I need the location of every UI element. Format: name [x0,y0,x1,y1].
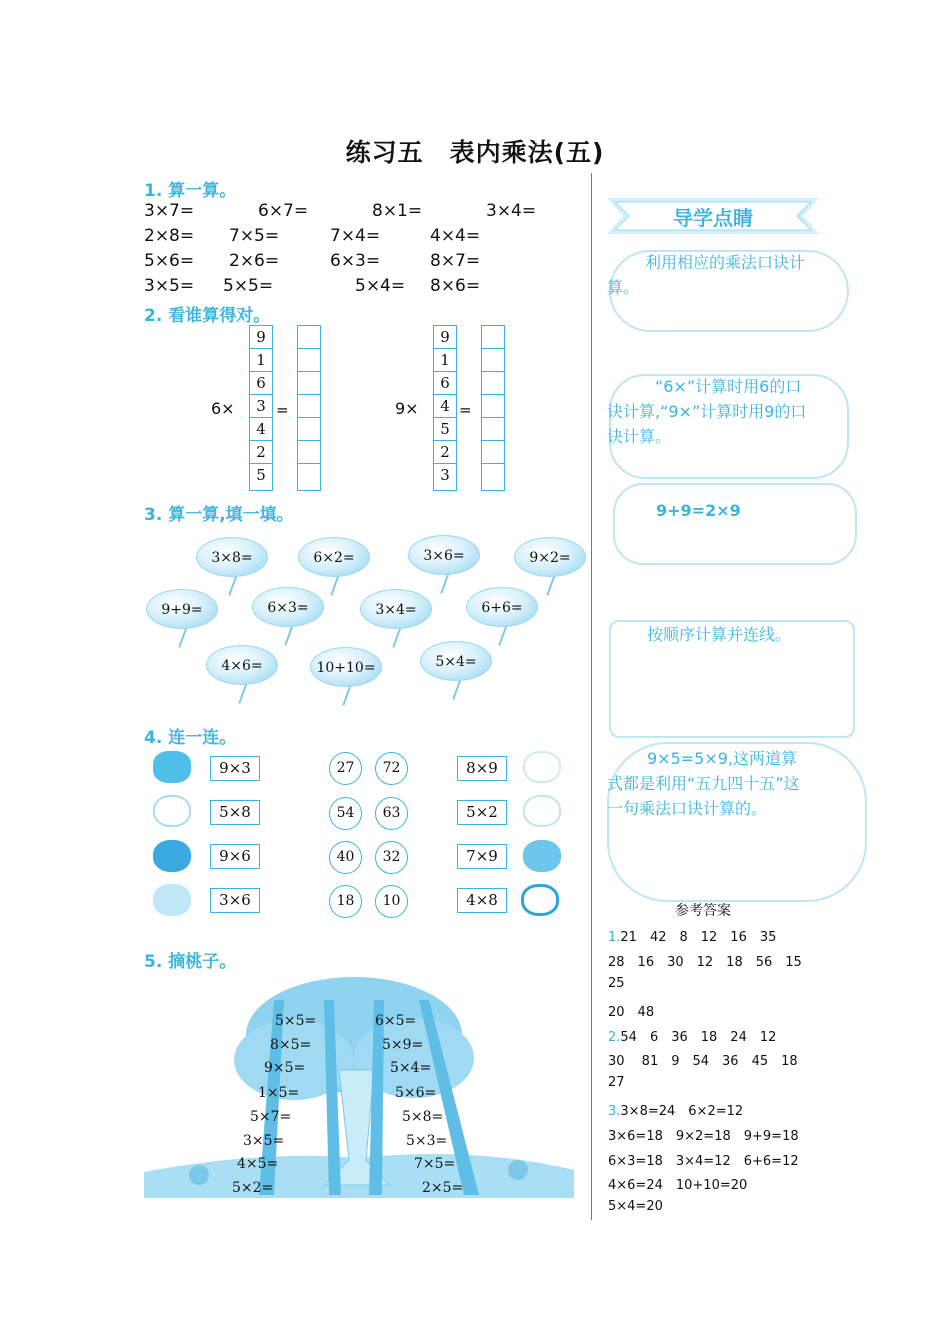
balloon[interactable]: 3×4= [360,589,432,629]
number-cell: 1 [250,349,272,372]
number-cell: 1 [434,349,456,372]
number-cell: 5 [434,418,456,441]
answer-cell[interactable] [298,349,320,372]
owl-face-icon[interactable] [523,840,561,872]
tiger-face-icon[interactable] [153,884,191,916]
problem: 6×3= [330,251,381,271]
equals-sign: = [459,401,472,419]
number-cell: 3 [440,466,450,484]
balloon[interactable]: 3×6= [408,535,480,575]
section-4-heading: 4. 连一连。 [144,728,237,748]
ladder-rung[interactable]: 5×6= [395,1085,437,1101]
number-cell: 2 [434,441,456,464]
section-2-heading: 2. 看谁算得对。 [144,306,271,326]
balloon[interactable]: 6×2= [298,537,370,577]
answer-line [608,1125,799,1144]
problem: 5×4= [355,276,406,296]
answer-cell[interactable] [298,418,320,441]
guide-banner-title: 导学点睛 [673,206,753,230]
page-title: 练习五 表内乘法(五) [345,138,605,167]
right-number-column [433,325,457,491]
problem: 3×5= [144,276,195,296]
number-cell: 5 [256,466,266,484]
answer-cell[interactable] [482,464,504,487]
ladder-rung[interactable]: 9×5= [264,1060,306,1076]
frog-face-icon[interactable] [153,751,191,783]
answer-line [608,1001,654,1020]
column-divider [591,173,592,1220]
answer-cell[interactable] [482,372,504,395]
expression-box[interactable]: 8×9 [457,756,507,781]
answer-cell[interactable] [482,441,504,464]
problem: 6×7= [258,201,309,221]
answer-cell[interactable] [298,372,320,395]
cat-face-icon[interactable] [153,795,191,827]
answer-line [608,1150,799,1169]
answer-line [608,926,776,945]
answer-number: 3. [608,1104,621,1119]
answer-text: 20 48 [608,1005,655,1020]
problem: 8×6= [430,276,481,296]
problem: 8×1= [372,201,423,221]
tip-text: 9×5=5×9,这两道算式都是利用“五九四十五”这一句乘法口诀计算的。 [607,749,800,818]
answer-number: 1. [608,930,621,945]
problem: 3×4= [486,201,537,221]
problem: 7×4= [330,226,381,246]
number-cell: 6 [434,372,456,395]
section-5-heading: 5. 摘桃子。 [144,952,237,972]
answer-cell[interactable] [298,395,320,418]
bear-face-icon[interactable] [153,840,191,872]
right-answer-column[interactable] [481,325,505,491]
answer-text: 27 [608,1075,625,1090]
ladder-rung[interactable]: 8×5= [270,1037,312,1053]
ladder-rung[interactable]: 5×9= [382,1037,424,1053]
tip-text: “6×”计算时用6的口诀计算,“9×”计算时用9的口诀计算。 [607,377,807,446]
ladder-rung[interactable]: 4×5= [237,1156,279,1172]
balloon[interactable]: 4×6= [206,645,278,685]
answer-line [608,976,625,991]
number-circle[interactable]: 10 [375,885,408,918]
answer-text: 54 6 36 18 24 12 [620,1030,777,1045]
balloon[interactable]: 10+10= [310,647,382,687]
left-multiplier: 6× [211,399,235,418]
number-circle[interactable]: 18 [329,885,362,918]
section-3-heading: 3. 算一算,填一填。 [144,505,294,525]
problem: 5×5= [223,276,274,296]
balloon[interactable]: 3×8= [196,537,268,577]
answers-heading: 参考答案 [675,903,731,919]
answer-text: 5×4=20 [608,1199,663,1214]
ladder-rung[interactable]: 5×2= [232,1180,274,1196]
number-cell: 9 [434,326,456,349]
number-cell: 3 [250,395,272,418]
problem: 2×8= [144,226,195,246]
answer-cell[interactable] [482,418,504,441]
ladder-rung[interactable]: 5×3= [406,1133,448,1149]
panda-face-icon[interactable] [521,884,559,916]
number-circle[interactable]: 40 [329,841,362,874]
answer-text: 21 42 8 12 16 35 [620,930,777,945]
balloon[interactable]: 9×2= [514,537,586,577]
answer-text: 30 81 9 54 36 45 18 [608,1054,798,1069]
pig-face-icon[interactable] [523,751,561,783]
answer-line [608,1199,663,1214]
ladder-rung[interactable]: 7×5= [414,1156,456,1172]
number-cell: 2 [250,441,272,464]
answer-line [608,1075,625,1090]
number-cell: 4 [434,395,456,418]
tip-text: 利用相应的乘法口诀计算。 [607,253,806,297]
tip-cloud [613,483,857,565]
guide-banner [607,198,819,234]
ladder-rung[interactable]: 5×5= [275,1013,317,1029]
left-answer-column[interactable] [297,325,321,491]
ladder-rung[interactable]: 2×5= [422,1180,464,1196]
expression-box[interactable]: 5×2 [457,800,507,825]
number-circle[interactable]: 72 [375,752,408,785]
ladder-rung[interactable]: 5×4= [390,1060,432,1076]
number-circle[interactable]: 63 [375,797,408,830]
right-multiplier: 9× [395,399,419,418]
answer-text: 4×6=24 10+10=20 [608,1178,748,1193]
number-circle[interactable]: 32 [375,841,408,874]
peach-tree-illustration [144,970,574,1200]
answer-text: 25 [608,976,625,991]
number-circle[interactable]: 54 [329,797,362,830]
ladder-rung[interactable]: 6×5= [375,1013,417,1029]
answer-cell[interactable] [298,326,320,349]
problem: 3×7= [144,201,195,221]
answer-number: 2. [608,1030,621,1045]
tree-icon [144,970,574,1200]
expression-box[interactable]: 4×8 [457,888,507,913]
number-cell: 9 [250,326,272,349]
section-1-heading: 1. 算一算。 [144,181,237,201]
expression-box[interactable]: 9×3 [210,756,260,781]
ladder-rung[interactable]: 5×8= [402,1109,444,1125]
balloon[interactable]: 6+6= [466,587,538,627]
answer-line [608,1100,743,1119]
answer-cell[interactable] [482,395,504,418]
answer-line [608,1026,776,1045]
problem: 5×6= [144,251,195,271]
answer-cell[interactable] [298,464,320,487]
number-circle[interactable]: 27 [329,752,362,785]
problem: 7×5= [229,226,280,246]
answer-cell[interactable] [482,349,504,372]
problem: 4×4= [430,226,481,246]
tip-text: 按顺序计算并连线。 [647,625,792,644]
ladder-rung[interactable]: 1×5= [258,1085,300,1101]
answer-text: 28 16 30 12 18 56 15 [608,955,802,970]
tip-text: 9+9=2×9 [656,501,741,520]
left-number-column [249,325,273,491]
answer-line [608,951,802,970]
answer-line [608,1174,747,1193]
ladder-rung[interactable]: 3×5= [243,1133,285,1149]
expression-box[interactable]: 9×6 [210,844,260,869]
balloon[interactable]: 9+9= [146,589,218,629]
balloon[interactable]: 5×4= [420,641,492,681]
problem: 2×6= [229,251,280,271]
expression-box[interactable]: 5×8 [210,800,260,825]
expression-box[interactable]: 7×9 [457,844,507,869]
number-cell: 6 [250,372,272,395]
equals-sign: = [276,401,289,419]
deer-face-icon[interactable] [523,795,561,827]
balloon[interactable]: 6×3= [252,587,324,627]
answer-text: 3×6=18 9×2=18 9+9=18 [608,1129,799,1144]
ladder-rung[interactable]: 5×7= [250,1109,292,1125]
answer-line [608,1050,798,1069]
number-cell: 4 [250,418,272,441]
problem: 8×7= [430,251,481,271]
answer-cell[interactable] [482,326,504,349]
expression-box[interactable]: 3×6 [210,888,260,913]
answer-text: 6×3=18 3×4=12 6+6=12 [608,1154,799,1169]
answer-cell[interactable] [298,441,320,464]
answer-text: 3×8=24 6×2=12 [620,1104,744,1119]
